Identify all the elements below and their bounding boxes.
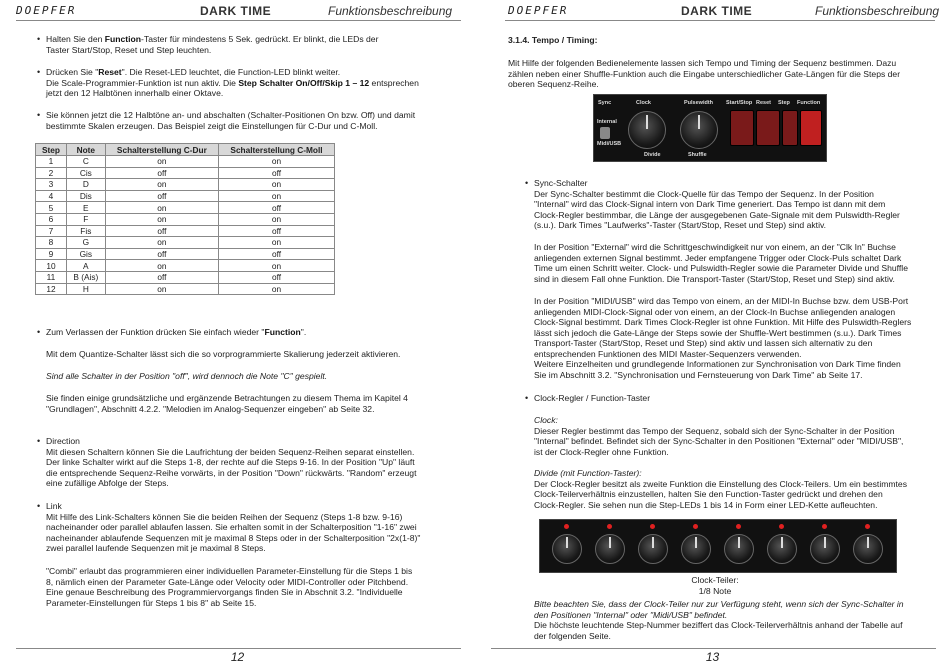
italic-note: Sind alle Schalter in der Position "off", wird dennoch die Note "C" gespielt. — [46, 371, 328, 381]
table-row — [36, 225, 335, 237]
step-led — [564, 524, 569, 529]
table-row — [36, 237, 335, 249]
table-cell: H — [66, 283, 105, 295]
step-knob — [681, 534, 711, 564]
panel-label: Reset — [756, 100, 771, 106]
panel-label: Pulsewidth — [684, 100, 714, 106]
table-cell: on — [105, 202, 218, 214]
panel-label: Divide — [644, 152, 661, 158]
step-knob — [595, 534, 625, 564]
bullet-icon: • — [37, 110, 41, 120]
panel-label: Step — [778, 100, 790, 106]
table-cell: on — [219, 190, 335, 202]
panel-label: Internal — [597, 119, 617, 125]
table-cell: on — [105, 179, 218, 191]
footer-rule — [491, 648, 936, 649]
panel-label: Clock — [636, 100, 651, 106]
external-paragraph: In der Position "External" wird die Schrittgeschwindigkeit nur von einem, an der "Clk In" Buchse anliegenden externen Signal bestimmt. Jeder empfangene Trigger oder Clock-Puls schaltet Dark Time um einen Schritt weiter. Clock- und Pulswidth-Regler sowie die Parameter Divide und Shuffle sind in diesem Fall ohne Funktion. Die Transport-Taster (Start/Stop, Reset und Step) sind aktiv. — [534, 242, 908, 284]
header-rule — [505, 20, 935, 21]
image-caption: Clock-Teiler: 1/8 Note — [691, 575, 739, 596]
direction-section: Direction Mit diesen Schaltern können Sie die Laufrichtung der beiden Sequenz-Reihen separat einstellen. Der linke Schalter wirkt auf die Steps 1-8, der rechte auf die Steps 9-16. In der Position "Up" läuft die entsprechende Sequenz-Reihe vorwärts, in der Position "Down" rückwärts. "Random" erzeugt eine zufällige Abfolge der Steps. — [46, 436, 417, 488]
table-cell: 4 — [36, 190, 67, 202]
table-cell: 6 — [36, 213, 67, 225]
panel-label: Shuffle — [688, 152, 707, 158]
paragraph: Halten Sie den Function-Taster für mindestens 5 Sek. gedrückt. Er blinkt, die LEDs der Taster Start/Stop, Reset und Step leuchten. — [46, 34, 379, 55]
table-cell: D — [66, 179, 105, 191]
table-cell: 8 — [36, 237, 67, 249]
step-button — [782, 110, 798, 146]
combi-paragraph: "Combi" erlaubt das programmieren einer individuellen Parameter-Einstellung für die Steps 1 bis 8, nämlich einen der Parameter Gate-Länge oder Velocity oder MIDI-Controller oder Pitchbend. Eine genaue Beschreibung des Programmiervorgangs finden Sie in Abschnit 3.2. "Individuelle Parameter-Einstellungen für Steps 1 bis 8" ab Seite 15. — [46, 566, 413, 608]
bullet-icon: • — [37, 34, 41, 44]
bullet-icon: • — [37, 327, 41, 337]
table-cell: off — [219, 202, 335, 214]
table-cell: Fis — [66, 225, 105, 237]
table-cell: on — [219, 179, 335, 191]
table-row — [36, 190, 335, 202]
footer-rule — [16, 648, 461, 649]
step-led — [822, 524, 827, 529]
step-knob — [810, 534, 840, 564]
table-cell: on — [105, 260, 218, 272]
table-row — [36, 283, 335, 295]
start-stop-button — [730, 110, 754, 146]
function-button — [800, 110, 822, 146]
table-row — [36, 213, 335, 225]
table-cell: on — [105, 283, 218, 295]
step-knob — [552, 534, 582, 564]
table-cell: 5 — [36, 202, 67, 214]
table-cell: on — [105, 237, 218, 249]
table-header-cell: Schalterstellung C-Moll — [219, 144, 335, 156]
table-cell: F — [66, 213, 105, 225]
table-cell: 3 — [36, 179, 67, 191]
pulsewidth-knob — [680, 111, 718, 149]
tempo-panel-image — [593, 94, 827, 162]
table-cell: off — [219, 225, 335, 237]
table-cell: Cis — [66, 167, 105, 179]
intro-paragraph: Mit Hilfe der folgenden Bedienelemente lassen sich Tempo und Timing der Sequenz bestimmen. Dazu zählen neben einer Shuffle-Funktion auch die Eingabe unterschiedlicher Gate-Längen für die Steps der oberen Sequenz-Reihe. — [508, 58, 901, 89]
header-rule — [16, 20, 461, 21]
table-cell: off — [219, 271, 335, 283]
clock-paragraph: Clock: Dieser Regler bestimmt das Tempo der Sequenz, sobald sich der Sync-Schalter in der Position "Internal" befindet. Befindet sich der Sync-Schalter in den Positionen "External" oder "MIDI/USB", ist der Clock-Regler ohne Funktion. — [534, 415, 904, 457]
bullet-icon: • — [525, 178, 529, 188]
panel-label: Start/Stop — [726, 100, 753, 106]
table-row — [36, 156, 335, 168]
table-cell: 12 — [36, 283, 67, 295]
table-row — [36, 167, 335, 179]
table-cell: on — [219, 283, 335, 295]
table-cell: 9 — [36, 248, 67, 260]
table-row — [36, 179, 335, 191]
reset-button — [756, 110, 780, 146]
page-number: 12 — [230, 650, 245, 664]
step-led — [865, 524, 870, 529]
brand-logo: DOEPFER — [16, 4, 77, 17]
model-name: DARK TIME — [681, 4, 753, 18]
bullet-icon: • — [37, 501, 41, 511]
model-name: DARK TIME — [200, 4, 272, 18]
table-header-cell: Schalterstellung C-Dur — [105, 144, 218, 156]
paragraph: Sie können jetzt die 12 Halbtöne an- und abschalten (Schalter-Positionen On bzw. Off) und damit bestimmte Skalen erzeugen. Das Beispiel zeigt die Einstellungen für C-Dur und C-Moll. — [46, 110, 416, 131]
table-row — [36, 248, 335, 260]
step-led — [779, 524, 784, 529]
page-number: 13 — [705, 650, 720, 664]
table-row — [36, 202, 335, 214]
step-knob — [853, 534, 883, 564]
midi-paragraph: In der Position "MIDI/USB" wird das Tempo von einem, an der MIDI-In Buchse bzw. dem USB-Port anliegenden MIDI-Clock-Signal oder von einem, an der Clock-In Buchse anliegenden analogen Clock-Signal bestimmt. Dark Times Clock-Regler ist ohne Funktion. Mit Hilfe des Pulswidth-Reglers lässt sich jedoch die Gate-Länge der Steps sowie der Shuffle-Wert bestimmen (s.u.). Dark Times Transport-Taster (Start/Stop, Reset und Step) sind aktiv und lassen sich alternativ zu den entsprechenden Funktionen des MIDI Master-Sequenzers verwenden. Weitere Einzelheiten und grundlegende Informationen zur Synchronisation von Dark Time finden Sie im Abschnitt 3.2. "Synchronisation und Fernsteuerung von Dark Time" ab Seite 17. — [534, 296, 912, 380]
table-cell: on — [219, 156, 335, 168]
table-cell: on — [219, 237, 335, 249]
table-row — [36, 260, 335, 272]
paragraph: Drücken Sie "Reset". Die Reset-LED leuchtet, die Function-LED blinkt weiter. Die Scale-Programmier-Funktion ist nun aktiv. Die Step Schalter On/Off/Skip 1 – 12 entsprechen jetzt den 12 Halbtönen innerhalb einer Oktave. — [46, 67, 419, 98]
table-cell: off — [105, 248, 218, 260]
table-cell: off — [219, 167, 335, 179]
paragraph: Mit dem Quantize-Schalter lässt sich die so vorprogrammierte Skalierung jederzeit aktivieren. — [46, 349, 401, 359]
section-title: 3.1.4. Tempo / Timing: — [508, 35, 598, 45]
page-right — [475, 0, 950, 667]
step-knob — [767, 534, 797, 564]
bullet-icon: • — [525, 393, 529, 403]
step-led — [736, 524, 741, 529]
table-header-cell: Note — [66, 144, 105, 156]
panel-label: Midi/USB — [597, 141, 622, 147]
table-cell: off — [219, 248, 335, 260]
note-paragraph: Bitte beachten Sie, dass der Clock-Teiler nur zur Verfügung steht, wenn sich der Sync-Schalter in den Positionen "Internal" oder "Midi/USB" befindet. Die höchste leuchtende Step-Nummer beziffert das Clock-Teilerverhältnis anhand der Tabelle auf der folgenden Seite. — [534, 599, 904, 641]
table-row — [36, 271, 335, 283]
step-led — [693, 524, 698, 529]
link-section: Link Mit Hilfe des Link-Schalters können Sie die beiden Reihen der Sequenz (Steps 1-8 bzw. 9-16) nacheinander oder parallel ablaufen lassen. Sie erhalten somit in der Schalterposition "1-16" zwei nacheinander ablaufende Sequenzen mit je maximal 8 Steps oder in der Schalterposition "2x(1-8)" zwei parallel laufende Sequenzen mit je maximal 8 Steps. — [46, 501, 421, 553]
table-cell: on — [105, 156, 218, 168]
step-knob — [638, 534, 668, 564]
paragraph: Sie finden einige grundsätzliche und ergänzende Betrachtungen zu diesem Thema im Kapitel 4 "Grundlagen", Abschnitt 4.2.2. "Melodien im Analog-Sequenzer eingeben" ab Seite 32. — [46, 393, 408, 414]
table-cell: G — [66, 237, 105, 249]
sync-switch — [600, 127, 610, 139]
table-cell: off — [105, 190, 218, 202]
table-cell: A — [66, 260, 105, 272]
table-cell: 7 — [36, 225, 67, 237]
divide-paragraph: Divide (mit Function-Taster): Der Clock-Regler besitzt als zweite Funktion die Einstellung des Clock-Teilers. Um ein bestimmtes Clock-Teilerverhältnis einzustellen, halten Sie den Function-Taster gedrückt und drehen den Clock-Regler. Sie sehen nun die Step-LEDs 1 bis 14 in Form einer LED-Kette aufleuchten. — [534, 468, 908, 510]
step-knob-strip-image — [539, 519, 897, 573]
table-cell: C — [66, 156, 105, 168]
bullet-icon: • — [37, 67, 41, 77]
panel-label: Function — [797, 100, 821, 106]
table-cell: 10 — [36, 260, 67, 272]
table-cell: off — [105, 271, 218, 283]
sync-section: Sync-Schalter Der Sync-Schalter bestimmt die Clock-Quelle für das Tempo der Sequenz. In der Position "Internal" wird das Clock-Signal intern von Dark Time generiert. Das Tempo ist dann mit dem Clock-Regler bestimmbar, die Länge der ausgegebenen Gate-Signale mit dem Pulswidth-Regler (s.u.). Dark Times "Laufwerks"-Taster (Start/Stop, Reset und Step) sind aktiv. — [534, 178, 900, 230]
brand-logo: DOEPFER — [508, 4, 569, 17]
clock-knob — [628, 111, 666, 149]
table-cell: on — [105, 213, 218, 225]
panel-label: Sync — [598, 100, 612, 106]
table-cell: B (Ais) — [66, 271, 105, 283]
table-cell: Dis — [66, 190, 105, 202]
step-led — [650, 524, 655, 529]
section-heading: Funktionsbeschreibung — [328, 4, 453, 18]
bullet-icon: • — [37, 436, 41, 446]
clock-section: Clock-Regler / Function-Taster — [534, 393, 651, 403]
table-cell: off — [105, 167, 218, 179]
step-knob — [724, 534, 754, 564]
table-cell: E — [66, 202, 105, 214]
table-cell: 1 — [36, 156, 67, 168]
step-led — [607, 524, 612, 529]
table-cell: off — [105, 225, 218, 237]
scale-table — [35, 143, 335, 295]
table-cell: on — [219, 213, 335, 225]
table-cell: on — [219, 260, 335, 272]
table-cell: Gis — [66, 248, 105, 260]
paragraph: Zum Verlassen der Funktion drücken Sie einfach wieder "Function". — [46, 327, 307, 337]
table-cell: 11 — [36, 271, 67, 283]
table-cell: 2 — [36, 167, 67, 179]
table-header-cell: Step — [36, 144, 67, 156]
section-heading: Funktionsbeschreibung — [815, 4, 940, 18]
